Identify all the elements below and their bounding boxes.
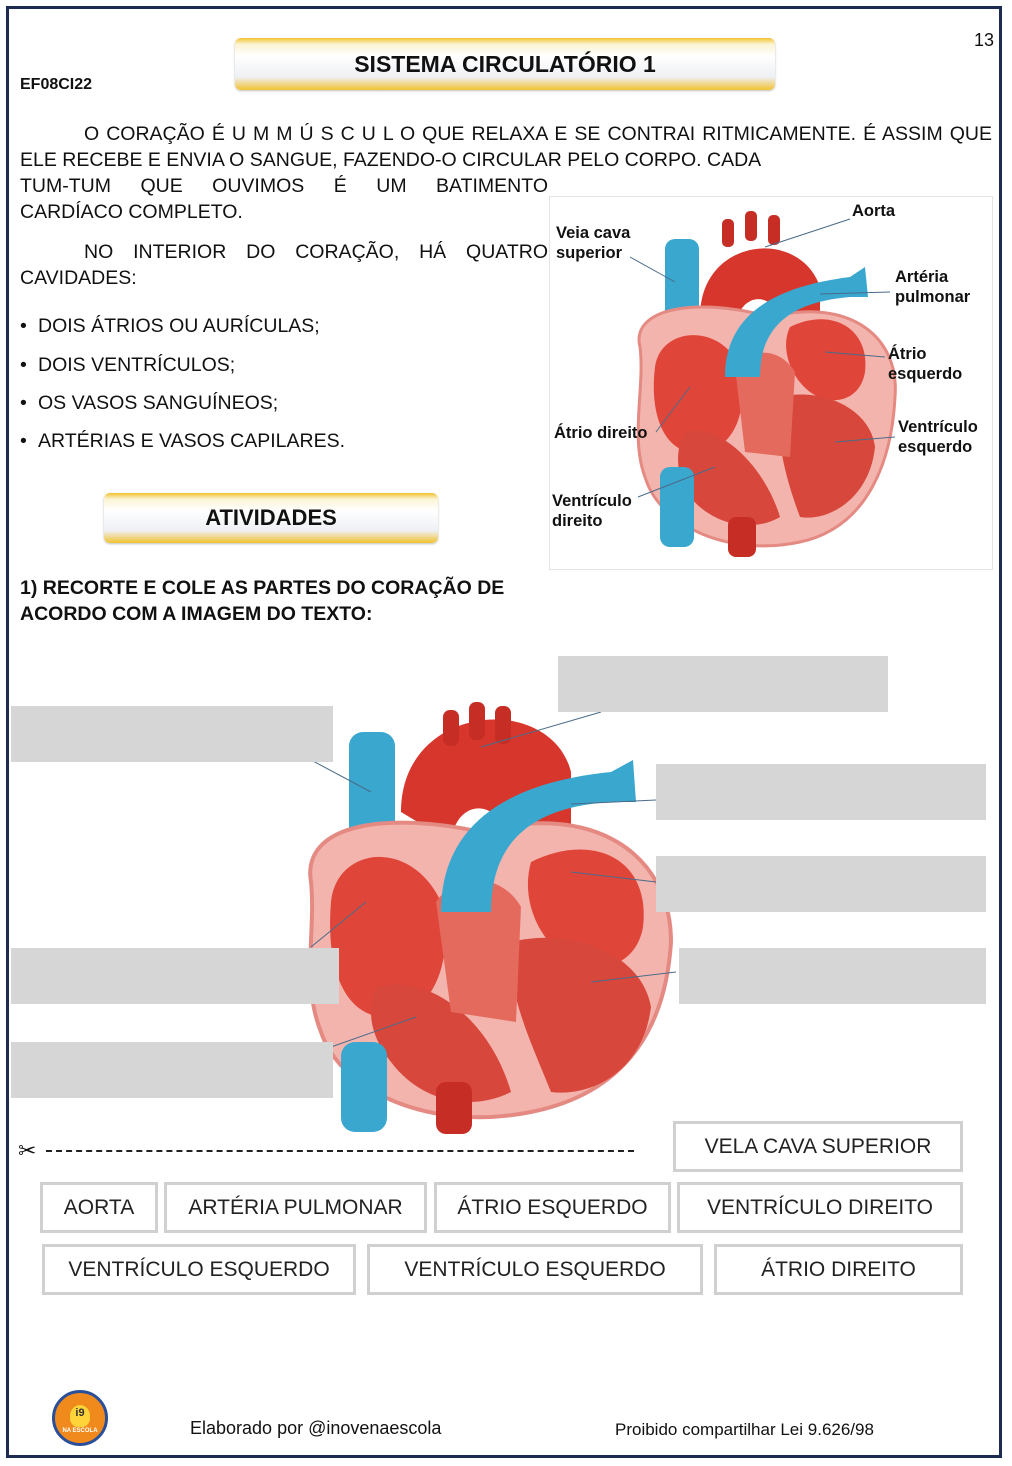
cavities-paragraph bbox=[20, 240, 548, 291]
intro-line-1: O CORAÇÃO É U M M Ú S C U L O QUE RELAXA E SE CONTRAI RITMICAMENTE. É ASSIM QUE ELE RECEBE E ENVIA O SANGUE, FAZENDO-O CIRCULAR PELO CORPO. CADA bbox=[20, 123, 992, 171]
blank-atrio-direito[interactable] bbox=[11, 948, 339, 1004]
label-vent-esq-line2: esquerdo bbox=[898, 438, 973, 456]
blank-aorta[interactable] bbox=[558, 656, 888, 712]
label-atrio-direito: Átrio direito bbox=[554, 424, 648, 442]
label-aorta: Aorta bbox=[852, 202, 896, 220]
heart-diagram-labeled bbox=[549, 196, 993, 570]
bullet-item: • DOIS VENTRÍCULOS; bbox=[20, 354, 236, 376]
intro-line-2: TUM-TUM QUE OUVIMOS É UM BATIMENTO bbox=[20, 175, 548, 197]
blank-arteria-pulmonar[interactable] bbox=[656, 764, 986, 820]
label-atrio-esq-line1: Átrio bbox=[888, 345, 927, 363]
bullet-item: • DOIS ÁTRIOS OU AURÍCULAS; bbox=[20, 315, 320, 337]
blank-veia-cava[interactable] bbox=[11, 706, 333, 762]
footer-author: Elaborado por @inovenaescola bbox=[190, 1418, 442, 1438]
intro-paragraph bbox=[20, 122, 992, 173]
cut-line bbox=[46, 1150, 634, 1152]
page-number: 13 bbox=[973, 30, 994, 50]
blank-atrio-esquerdo[interactable] bbox=[656, 856, 986, 912]
cutout-label[interactable]: VENTRÍCULO ESQUERDO bbox=[42, 1244, 356, 1295]
scissors-icon: ✂ bbox=[18, 1138, 37, 1163]
label-veia-cava-line2: superior bbox=[556, 244, 623, 262]
heart-diagram-blank bbox=[11, 642, 987, 1138]
cutout-label[interactable]: VENTRÍCULO ESQUERDO bbox=[367, 1244, 703, 1295]
curriculum-code: EF08CI22 bbox=[20, 76, 93, 93]
label-arteria-line1: Artéria bbox=[895, 268, 949, 286]
cutout-label[interactable]: ÁTRIO ESQUERDO bbox=[434, 1182, 671, 1233]
lightbulb-icon: i9 bbox=[70, 1405, 90, 1427]
cutout-label[interactable]: VELA CAVA SUPERIOR bbox=[673, 1121, 963, 1172]
label-veia-cava-line1: Veia cava bbox=[556, 224, 631, 242]
blank-ventriculo-direito[interactable] bbox=[11, 1042, 333, 1098]
bullet-item: • OS VASOS SANGUÍNEOS; bbox=[20, 392, 279, 414]
cutout-label[interactable]: AORTA bbox=[40, 1182, 158, 1233]
brand-logo: i9 NA ESCOLA bbox=[52, 1390, 108, 1446]
cutout-label[interactable]: ARTÉRIA PULMONAR bbox=[164, 1182, 427, 1233]
page-title: SISTEMA CIRCULATÓRIO 1 bbox=[235, 38, 775, 90]
cutout-label[interactable]: ÁTRIO DIREITO bbox=[714, 1244, 963, 1295]
bullet-item: • ARTÉRIAS E VASOS CAPILARES. bbox=[20, 430, 346, 452]
question-1: 1) RECORTE E COLE AS PARTES DO CORAÇÃO DE ACORDO COM A IMAGEM DO TEXTO: bbox=[20, 577, 505, 625]
blank-ventriculo-esquerdo[interactable] bbox=[679, 948, 986, 1004]
activities-title: ATIVIDADES bbox=[104, 493, 438, 543]
label-vent-dir-line2: direito bbox=[552, 512, 603, 530]
cavities-text: NO INTERIOR DO CORAÇÃO, HÁ QUATRO CAVIDADES: bbox=[20, 241, 548, 289]
cutout-label[interactable]: VENTRÍCULO DIREITO bbox=[677, 1182, 963, 1233]
label-arteria-line2: pulmonar bbox=[895, 288, 971, 306]
label-vent-esq-line1: Ventrículo bbox=[898, 418, 978, 436]
footer-rights: Proibido compartilhar Lei 9.626/98 bbox=[615, 1420, 874, 1439]
intro-line-3: CARDÍACO COMPLETO. bbox=[20, 201, 243, 223]
label-atrio-esq-line2: esquerdo bbox=[888, 365, 963, 383]
label-vent-dir-line1: Ventrículo bbox=[552, 492, 632, 510]
